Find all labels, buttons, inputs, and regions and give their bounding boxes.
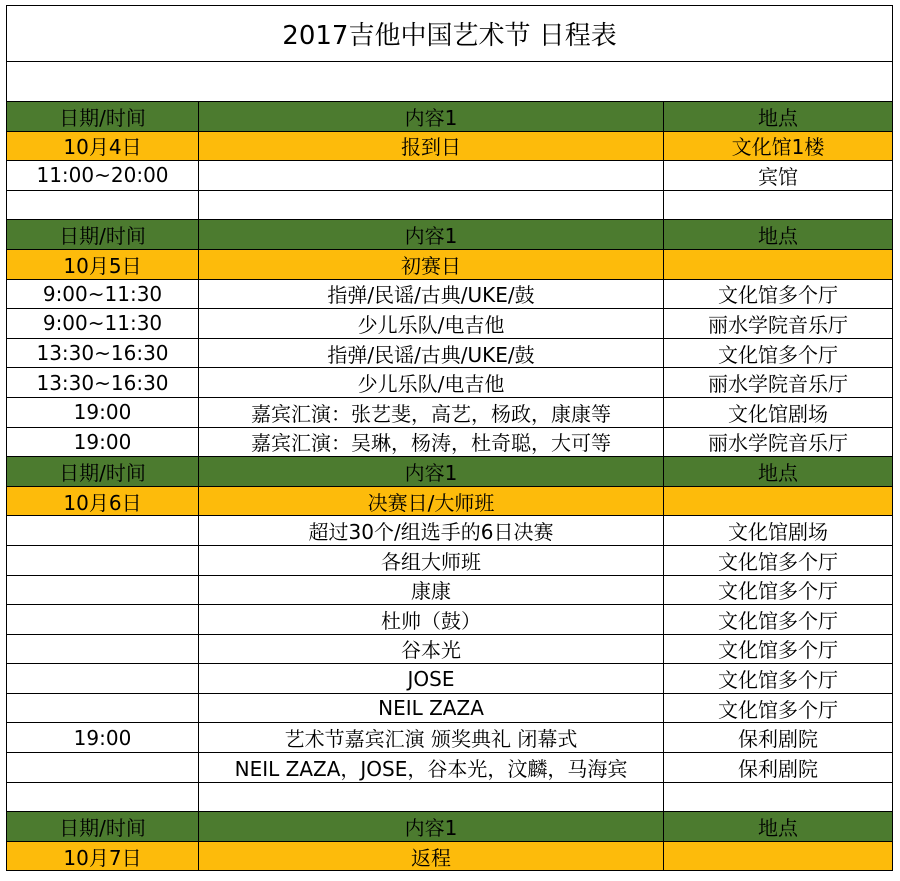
content-cell[interactable]: 少儿乐队/电吉他 [199,309,664,339]
time-cell[interactable] [7,605,199,635]
time-cell[interactable]: 19:00 [7,398,199,428]
time-cell[interactable] [7,576,199,606]
date-row [7,250,893,280]
place-cell[interactable] [664,783,893,813]
table-row [7,546,893,576]
content-cell[interactable]: 内容1 [199,457,664,487]
place-cell[interactable]: 文化馆多个厅 [664,694,893,724]
content-cell[interactable]: 内容1 [199,220,664,250]
place-cell[interactable]: 地点 [664,457,893,487]
time-cell[interactable]: 9:00~11:30 [7,280,199,310]
content-cell[interactable]: 内容1 [199,812,664,842]
place-cell[interactable]: 宾馆 [664,161,893,191]
header-row [7,457,893,487]
time-cell[interactable]: 日期/时间 [7,220,199,250]
place-cell[interactable]: 丽水学院音乐厅 [664,428,893,458]
header-row [7,812,893,842]
table-row [7,428,893,458]
place-cell[interactable]: 文化馆多个厅 [664,280,893,310]
table-row [7,309,893,339]
place-cell[interactable]: 文化馆多个厅 [664,605,893,635]
place-cell[interactable]: 文化馆1楼 [664,132,893,162]
blank-cell[interactable] [7,62,893,102]
time-cell[interactable]: 19:00 [7,428,199,458]
content-cell[interactable]: 谷本光 [199,635,664,665]
table-row [7,161,893,191]
content-cell[interactable] [199,191,664,221]
time-cell[interactable]: 日期/时间 [7,812,199,842]
table-row [7,368,893,398]
table-row [7,664,893,694]
content-cell[interactable]: 嘉宾汇演：张艺斐，高艺，杨政，康康等 [199,398,664,428]
place-cell[interactable]: 文化馆剧场 [664,398,893,428]
time-cell[interactable]: 11:00~20:00 [7,161,199,191]
time-cell[interactable]: 日期/时间 [7,457,199,487]
time-cell[interactable] [7,664,199,694]
content-cell[interactable]: 返程 [199,842,664,872]
content-cell[interactable]: 内容1 [199,102,664,132]
table-row [7,753,893,783]
place-cell[interactable]: 文化馆多个厅 [664,546,893,576]
place-cell[interactable] [664,487,893,517]
content-cell[interactable]: 各组大师班 [199,546,664,576]
table-row [7,783,893,813]
table-body [7,102,893,871]
place-cell[interactable] [664,842,893,872]
content-cell[interactable]: 报到日 [199,132,664,162]
place-cell[interactable]: 文化馆多个厅 [664,635,893,665]
content-cell[interactable]: 艺术节嘉宾汇演 颁奖典礼 闭幕式 [199,723,664,753]
content-cell[interactable]: NEIL ZAZA [199,694,664,724]
header-row [7,102,893,132]
time-cell[interactable]: 9:00~11:30 [7,309,199,339]
time-cell[interactable] [7,753,199,783]
content-cell[interactable]: NEIL ZAZA，JOSE，谷本光，汶麟，马海宾 [199,753,664,783]
time-cell[interactable] [7,694,199,724]
content-cell[interactable] [199,783,664,813]
content-cell[interactable]: 指弹/民谣/古典/UKE/鼓 [199,339,664,369]
place-cell[interactable]: 文化馆剧场 [664,516,893,546]
content-cell[interactable]: 康康 [199,576,664,606]
place-cell[interactable]: 保利剧院 [664,753,893,783]
content-cell[interactable]: 决赛日/大师班 [199,487,664,517]
table-row [7,516,893,546]
content-cell[interactable] [199,161,664,191]
time-cell[interactable]: 13:30~16:30 [7,339,199,369]
place-cell[interactable]: 保利剧院 [664,723,893,753]
content-cell[interactable]: 超过30个/组选手的6日决赛 [199,516,664,546]
content-cell[interactable]: 少儿乐队/电吉他 [199,368,664,398]
time-cell[interactable] [7,635,199,665]
place-cell[interactable]: 地点 [664,102,893,132]
title-row [7,6,893,62]
time-cell[interactable] [7,516,199,546]
time-cell[interactable] [7,546,199,576]
blank-row [7,62,893,102]
place-cell[interactable]: 文化馆多个厅 [664,576,893,606]
time-cell[interactable]: 10月4日 [7,132,199,162]
date-row [7,842,893,872]
content-cell[interactable]: 初赛日 [199,250,664,280]
time-cell[interactable]: 日期/时间 [7,102,199,132]
place-cell[interactable]: 文化馆多个厅 [664,664,893,694]
content-cell[interactable]: 杜帅（鼓） [199,605,664,635]
time-cell[interactable]: 19:00 [7,723,199,753]
table-row [7,339,893,369]
place-cell[interactable]: 地点 [664,812,893,842]
time-cell[interactable]: 10月6日 [7,487,199,517]
place-cell[interactable]: 文化馆多个厅 [664,339,893,369]
date-row [7,487,893,517]
place-cell[interactable]: 丽水学院音乐厅 [664,309,893,339]
header-row [7,220,893,250]
time-cell[interactable]: 13:30~16:30 [7,368,199,398]
table-row [7,576,893,606]
table-row [7,398,893,428]
content-cell[interactable]: 嘉宾汇演：吴琳，杨涛，杜奇聪，大可等 [199,428,664,458]
table-row [7,280,893,310]
content-cell[interactable]: 指弹/民谣/古典/UKE/鼓 [199,280,664,310]
place-cell[interactable] [664,191,893,221]
table-row [7,723,893,753]
table-row [7,191,893,221]
table-row [7,605,893,635]
place-cell[interactable]: 丽水学院音乐厅 [664,368,893,398]
page-title[interactable]: 2017吉他中国艺术节 日程表 [7,6,893,62]
place-cell[interactable] [664,250,893,280]
time-cell[interactable]: 10月7日 [7,842,199,872]
place-cell[interactable]: 地点 [664,220,893,250]
time-cell[interactable]: 10月5日 [7,250,199,280]
schedule-table [6,5,893,871]
time-cell[interactable] [7,191,199,221]
content-cell[interactable]: JOSE [199,664,664,694]
date-row [7,132,893,162]
time-cell[interactable] [7,783,199,813]
table-row [7,694,893,724]
table-row [7,635,893,665]
